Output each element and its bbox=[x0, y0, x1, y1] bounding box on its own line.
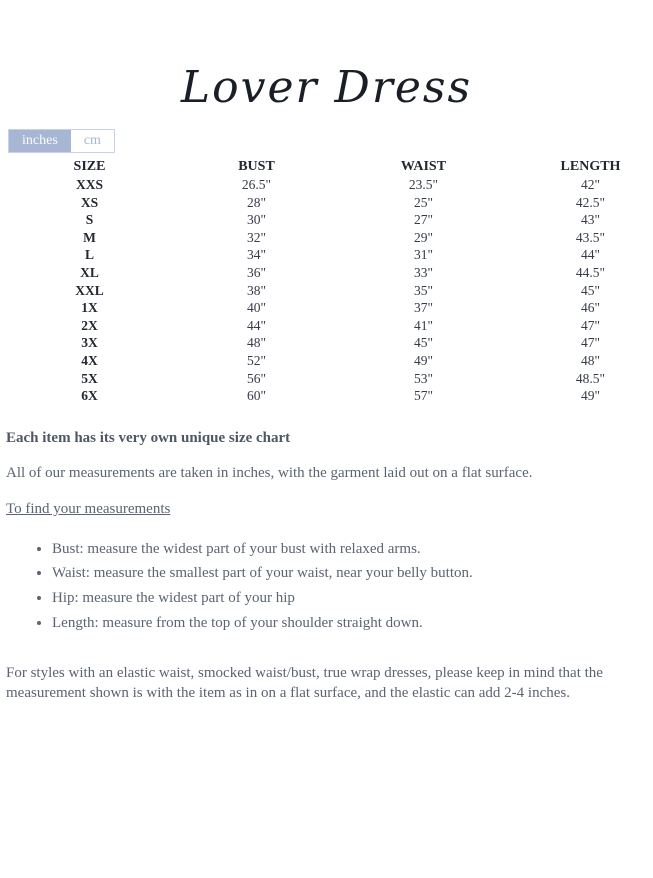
table-row bbox=[6, 229, 653, 247]
measurement-cell: 23.5" bbox=[408, 177, 439, 192]
measurement-cell: 56" bbox=[246, 370, 266, 386]
table-row bbox=[6, 264, 653, 282]
header-row bbox=[6, 158, 653, 176]
table-row bbox=[6, 246, 653, 264]
table-row bbox=[6, 299, 653, 317]
measurement-cell: 47" bbox=[580, 317, 600, 333]
measurement-cell: 52" bbox=[246, 352, 266, 368]
instruction-item: • Waist: measure the smallest part of your waist, near your belly button. bbox=[52, 563, 653, 584]
column-header-waist: WAIST bbox=[400, 159, 447, 174]
size-cell: 4X bbox=[81, 352, 98, 368]
table-row bbox=[6, 334, 653, 352]
measurement-instructions-list bbox=[36, 539, 653, 634]
table-row bbox=[6, 194, 653, 212]
measurement-cell: 48" bbox=[246, 335, 266, 351]
unique-chart-note: Each item has its very own unique size chart bbox=[6, 429, 291, 446]
size-chart-body bbox=[6, 176, 653, 405]
measurement-cell: 35" bbox=[413, 282, 433, 298]
measurement-cell: 29" bbox=[413, 229, 433, 245]
measurement-cell: 49" bbox=[580, 388, 600, 404]
page-title: Lover Dress bbox=[180, 62, 473, 113]
measurement-cell: 44.5" bbox=[575, 264, 606, 280]
measurement-cell: 25" bbox=[413, 194, 433, 210]
measurement-cell: 34" bbox=[246, 247, 266, 263]
column-header-bust: BUST bbox=[238, 159, 275, 174]
measurement-cell: 42.5" bbox=[575, 194, 606, 210]
elastic-note: For styles with an elastic waist, smocked waist/bust, true wrap dresses, please keep in mind that the measurement shown is with the item as in on a flat surface, and the elastic can add 2-4 inches. bbox=[6, 664, 603, 702]
table-row bbox=[6, 282, 653, 300]
measurement-cell: 60" bbox=[246, 388, 266, 404]
table-row bbox=[6, 370, 653, 388]
size-cell: XS bbox=[80, 194, 99, 210]
notes-section bbox=[6, 428, 653, 704]
measurement-cell: 33" bbox=[413, 264, 433, 280]
find-measurements-link[interactable]: To find your measurements bbox=[6, 501, 171, 518]
measurement-cell: 40" bbox=[246, 300, 266, 316]
measurement-cell: 41" bbox=[413, 317, 433, 333]
size-cell: 5X bbox=[81, 370, 98, 386]
table-row bbox=[6, 387, 653, 405]
size-cell: XL bbox=[80, 264, 99, 280]
size-cell: S bbox=[85, 212, 94, 228]
measurement-cell: 44" bbox=[580, 247, 600, 263]
cm-toggle-button[interactable]: cm bbox=[71, 130, 114, 152]
table-row bbox=[6, 317, 653, 335]
measurement-cell: 38" bbox=[246, 282, 266, 298]
size-chart-header bbox=[6, 158, 653, 176]
measurement-cell: 28" bbox=[246, 194, 266, 210]
table-row bbox=[6, 211, 653, 229]
measurement-cell: 37" bbox=[413, 300, 433, 316]
measurement-cell: 46" bbox=[580, 300, 600, 316]
size-cell: M bbox=[83, 229, 96, 245]
measurement-cell: 53" bbox=[413, 370, 433, 386]
measurement-cell: 30" bbox=[246, 212, 266, 228]
measurement-cell: 45" bbox=[580, 282, 600, 298]
measurement-cell: 26.5" bbox=[241, 177, 272, 192]
unit-toggle bbox=[8, 129, 115, 153]
size-chart-table bbox=[6, 158, 653, 405]
table-row bbox=[6, 352, 653, 370]
size-cell: 3X bbox=[81, 335, 98, 351]
measurement-cell: 49" bbox=[413, 352, 433, 368]
measurement-cell: 48.5" bbox=[575, 370, 606, 386]
size-cell: 1X bbox=[81, 300, 98, 316]
instruction-item: • Bust: measure the widest part of your bust with relaxed arms. bbox=[52, 539, 653, 560]
measurement-cell: 43.5" bbox=[575, 229, 606, 245]
column-header-length: LENGTH bbox=[560, 159, 621, 174]
measurement-cell: 43" bbox=[580, 212, 600, 228]
column-header-size: SIZE bbox=[73, 159, 106, 174]
instruction-item: • Hip: measure the widest part of your hip bbox=[52, 588, 653, 609]
measurement-cell: 31" bbox=[413, 247, 433, 263]
measurement-cell: 32" bbox=[246, 229, 266, 245]
measurement-cell: 48" bbox=[580, 352, 600, 368]
measurement-cell: 36" bbox=[246, 264, 266, 280]
size-cell: XXS bbox=[75, 177, 103, 192]
size-cell: XXL bbox=[75, 282, 104, 298]
measurement-cell: 45" bbox=[413, 335, 433, 351]
size-cell: 2X bbox=[81, 317, 98, 333]
measurement-cell: 57" bbox=[413, 388, 433, 404]
measurement-cell: 44" bbox=[246, 317, 266, 333]
size-chart-page bbox=[0, 62, 653, 878]
table-row bbox=[6, 176, 653, 194]
instruction-item: • Length: measure from the top of your shoulder straight down. bbox=[52, 613, 653, 634]
measurement-cell: 42" bbox=[580, 177, 600, 192]
size-cell: L bbox=[84, 247, 94, 263]
measurement-cell: 27" bbox=[413, 212, 433, 228]
size-cell: 6X bbox=[81, 388, 98, 404]
inches-toggle-button[interactable]: inches bbox=[9, 130, 71, 152]
measurement-note: All of our measurements are taken in inches, with the garment laid out on a flat surface. bbox=[6, 465, 533, 482]
measurement-cell: 47" bbox=[580, 335, 600, 351]
